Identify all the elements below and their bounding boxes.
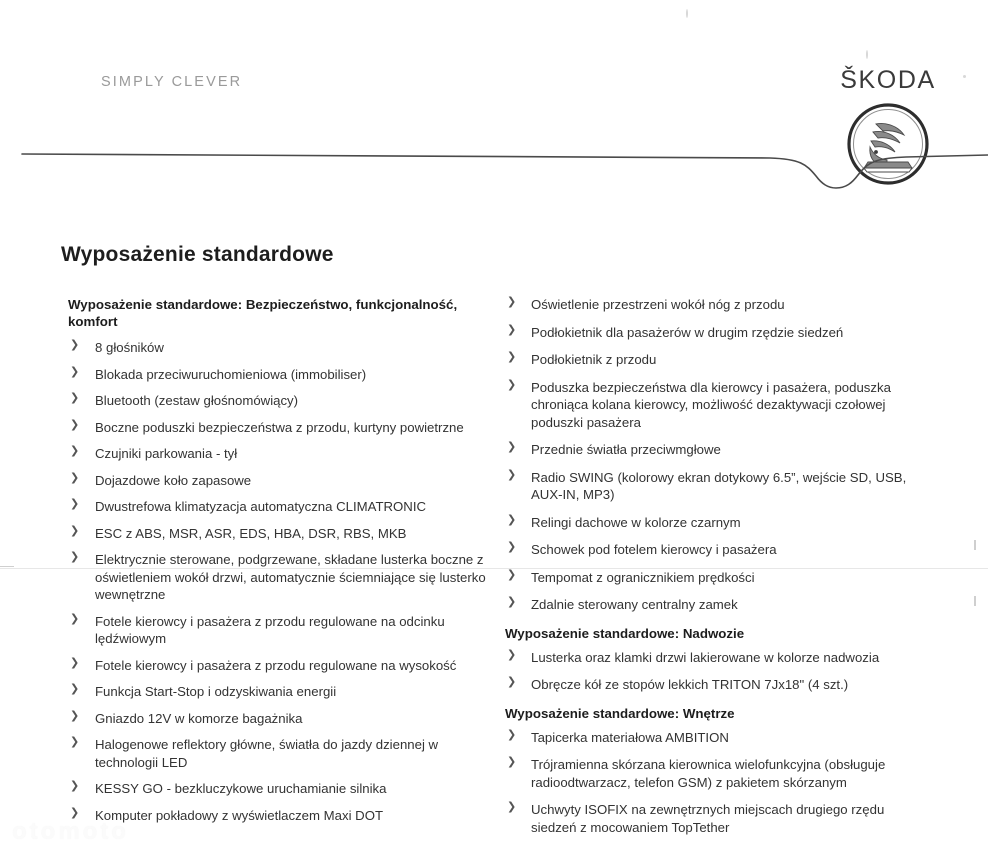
chevron-right-icon: ❯ xyxy=(70,612,80,625)
right-column xyxy=(505,296,930,846)
list-item-label: 8 głośników xyxy=(95,340,164,355)
list-item xyxy=(505,541,930,559)
list-item-label: KESSY GO - bezkluczykowe uruchamianie silnika xyxy=(95,781,387,796)
list-item-label: Tempomat z ogranicznikiem prędkości xyxy=(531,569,755,585)
chevron-right-icon: ❯ xyxy=(70,418,80,431)
list-item xyxy=(505,469,930,504)
right-sections-container xyxy=(505,296,930,836)
chevron-right-icon: ❯ xyxy=(507,676,517,688)
right-equipment-list xyxy=(505,296,930,614)
list-item-label: Blokada przeciwuruchomieniowa (immobiliser) xyxy=(95,366,367,382)
chevron-right-icon: ❯ xyxy=(507,378,517,391)
skoda-logo-emblem xyxy=(793,102,983,186)
scan-artifact-edge xyxy=(974,540,976,550)
chevron-right-icon: ❯ xyxy=(507,513,517,526)
chevron-right-icon: ❯ xyxy=(70,445,80,457)
list-item-label: Bluetooth (zestaw głośnomówiący) xyxy=(95,393,299,408)
chevron-right-icon: ❯ xyxy=(70,709,80,722)
chevron-right-icon: ❯ xyxy=(70,683,80,695)
list-item-label: Lusterka oraz klamki drzwi lakierowane w kolorze nadwozia xyxy=(531,649,880,665)
list-item xyxy=(505,596,930,614)
chevron-right-icon: ❯ xyxy=(70,524,80,537)
list-item xyxy=(68,736,488,771)
list-item xyxy=(68,472,488,490)
chevron-right-icon: ❯ xyxy=(507,596,517,608)
list-item xyxy=(68,807,488,825)
chevron-right-icon: ❯ xyxy=(70,365,80,378)
list-item xyxy=(505,514,930,532)
list-item-label: Dwustrefowa klimatyzacja automatyczna CLIMATRONIC xyxy=(95,499,427,514)
list-item-label: Dojazdowe koło zapasowe xyxy=(95,472,252,488)
right-column-heading: Wyposażenie standardowe: Wnętrze xyxy=(505,705,735,721)
list-item xyxy=(68,657,488,675)
list-item-label: Relingi dachowe w kolorze czarnym xyxy=(531,514,741,530)
list-item xyxy=(505,324,930,342)
list-item xyxy=(505,296,930,314)
chevron-right-icon: ❯ xyxy=(70,339,80,351)
chevron-right-icon: ❯ xyxy=(507,323,517,336)
chevron-right-icon: ❯ xyxy=(70,736,80,748)
list-item-label: Funkcja Start-Stop i odzyskiwania energii xyxy=(95,684,337,699)
scan-artifact-line xyxy=(0,568,988,569)
list-item xyxy=(505,729,930,747)
left-column-heading: Wyposażenie standardowe: Bezpieczeństwo, funkcjonalność, komfort xyxy=(68,297,458,329)
list-item xyxy=(505,441,930,459)
list-item-label: Czujniki parkowania - tył xyxy=(95,446,238,461)
list-item-label: Zdalnie sterowany centralny zamek xyxy=(531,597,738,612)
list-item-label: Boczne poduszki bezpieczeństwa z przodu, kurtyny powietrzne xyxy=(95,419,464,435)
simply-clever-tagline: SIMPLY CLEVER xyxy=(101,74,243,90)
list-item xyxy=(68,780,488,798)
chevron-right-icon: ❯ xyxy=(507,568,517,581)
chevron-right-icon: ❯ xyxy=(507,441,517,453)
skoda-brand-block xyxy=(793,68,983,186)
chevron-right-icon: ❯ xyxy=(70,498,80,510)
list-item xyxy=(68,683,488,701)
scan-artifact-edge xyxy=(0,566,14,567)
list-item xyxy=(68,419,488,437)
left-equipment-list xyxy=(68,339,488,824)
chevron-right-icon: ❯ xyxy=(507,468,517,481)
chevron-right-icon: ❯ xyxy=(70,656,80,669)
chevron-right-icon: ❯ xyxy=(507,541,517,553)
list-item-label: Schowek pod fotelem kierowcy i pasażera xyxy=(531,542,777,557)
list-item xyxy=(505,379,930,432)
chevron-right-icon: ❯ xyxy=(70,780,80,792)
list-item xyxy=(505,649,930,667)
list-item-label: Uchwyty ISOFIX na zewnętrznych miejscach drugiego rzędu siedzeń z mocowaniem TopTether xyxy=(531,802,885,835)
list-item xyxy=(68,551,488,604)
chevron-right-icon: ❯ xyxy=(507,756,517,768)
page-title: Wyposażenie standardowe xyxy=(61,243,334,266)
list-item xyxy=(68,498,488,516)
chevron-right-icon: ❯ xyxy=(70,471,80,484)
scan-artifact-edge xyxy=(974,596,976,606)
list-item-label: Tapicerka materiałowa AMBITION xyxy=(531,729,729,745)
list-item xyxy=(68,366,488,384)
otomoto-watermark: otomoto xyxy=(12,818,129,845)
list-item xyxy=(505,676,930,694)
chevron-right-icon: ❯ xyxy=(507,728,517,741)
chevron-right-icon: ❯ xyxy=(507,351,517,363)
chevron-right-icon: ❯ xyxy=(507,648,517,661)
list-item-label: Przednie światła przeciwmgłowe xyxy=(531,442,721,457)
list-item-label: Poduszka bezpieczeństwa dla kierowcy i pasażera, poduszka chroniąca kolana kierowcy, możliwość dezaktywacji czołowej poduszki pasażera xyxy=(531,379,891,430)
list-item xyxy=(505,801,930,836)
list-item xyxy=(68,339,488,357)
list-item-label: Halogenowe reflektory główne, światła do jazdy dziennej w technologii LED xyxy=(95,737,439,770)
list-item-label: Obręcze kół ze stopów lekkich TRITON 7Jx18" (4 szt.) xyxy=(531,677,849,692)
list-item-label: Podłokietnik z przodu xyxy=(531,352,657,367)
list-item xyxy=(505,756,930,791)
list-item-label: Trójramienna skórzana kierownica wielofunkcyjna (obsługuje radioodtwarzacz, telefon GSM) z pakietem skórzanym xyxy=(531,757,886,790)
list-item-label: Gniazdo 12V w komorze bagażnika xyxy=(95,710,303,726)
chevron-right-icon: ❯ xyxy=(507,801,517,813)
chevron-right-icon: ❯ xyxy=(70,551,80,563)
list-item xyxy=(68,445,488,463)
list-item-label: Oświetlenie przestrzeni wokół nóg z przodu xyxy=(531,297,785,312)
scan-speck xyxy=(963,75,966,78)
scan-speck xyxy=(686,9,688,18)
list-item-label: Fotele kierowcy i pasażera z przodu regulowane na wysokość xyxy=(95,657,457,673)
list-item-label: ESC z ABS, MSR, ASR, EDS, HBA, DSR, RBS, MKB xyxy=(95,525,407,541)
list-item-label: Elektrycznie sterowane, podgrzewane, składane lusterka boczne z oświetleniem wokół drzwi, automatycznie ściemniające się lusterko wewnętrzne xyxy=(95,552,486,602)
list-item xyxy=(68,392,488,410)
list-item xyxy=(68,710,488,728)
right-equipment-list xyxy=(505,649,930,694)
chevron-right-icon: ❯ xyxy=(70,392,80,404)
list-item-label: Fotele kierowcy i pasażera z przodu regulowane na odcinku lędźwiowym xyxy=(95,613,445,646)
list-item-label: Radio SWING (kolorowy ekran dotykowy 6.5”, wejście SD, USB, AUX-IN, MP3) xyxy=(531,469,907,502)
list-item-label: Komputer pokładowy z wyświetlaczem Maxi DOT xyxy=(95,807,384,823)
chevron-right-icon: ❯ xyxy=(507,296,517,308)
list-item xyxy=(505,569,930,587)
chevron-right-icon: ❯ xyxy=(70,806,80,819)
list-item xyxy=(505,351,930,369)
list-item xyxy=(68,525,488,543)
list-item xyxy=(68,613,488,648)
list-item-label: Podłokietnik dla pasażerów w drugim rzędzie siedzeń xyxy=(531,324,844,340)
right-column-heading: Wyposażenie standardowe: Nadwozie xyxy=(505,625,745,641)
scan-speck xyxy=(866,50,868,59)
right-equipment-list xyxy=(505,729,930,837)
left-column xyxy=(68,296,488,833)
skoda-wordmark: ŠKODA xyxy=(840,66,936,94)
